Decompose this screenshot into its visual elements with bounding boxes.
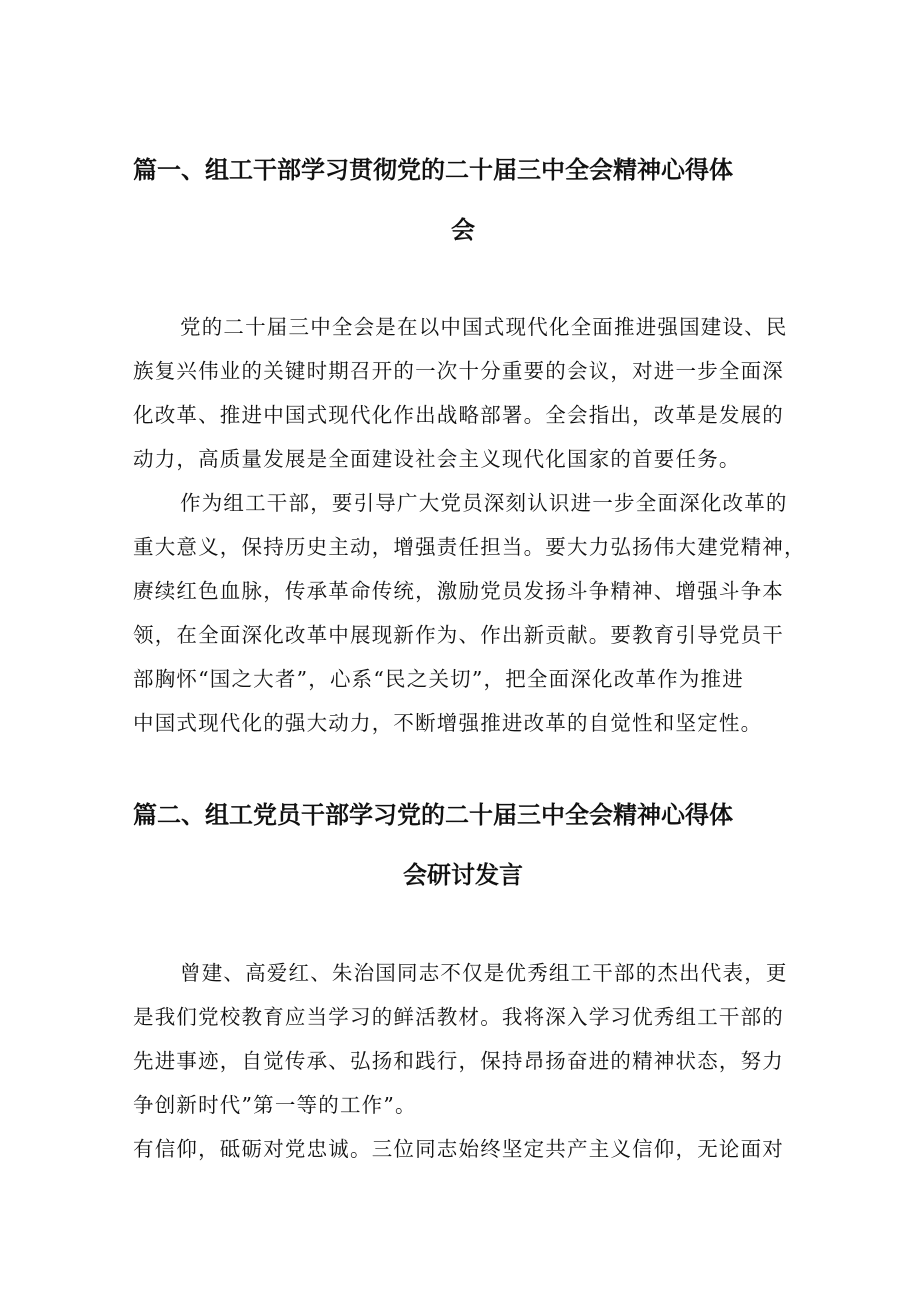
section2-title: 篇二、组工党员干部学习党的二十届三中全会精神心得体: [133, 801, 733, 829]
paragraph-line: 先进事迹，自觉传承、弘扬和践行，保持昂扬奋进的精神状态，努力: [133, 1049, 784, 1073]
paragraph-line: 部胸怀“国之大者”，心系“民之关切”，把全面深化改革作为推进: [133, 667, 744, 691]
paragraph-line: 领，在全面深化改革中展现新作为、作出新贡献。要教育引导党员干: [133, 623, 784, 647]
paragraph-line: 是我们党校教育应当学习的鲜活教材。我将深入学习优秀组工干部的: [133, 1005, 784, 1029]
paragraph-line: 赓续红色血脉，传承革命传统，激励党员发扬斗争精神、增强斗争本: [133, 579, 784, 603]
paragraph-line: 党的二十届三中全会是在以中国式现代化全面推进强国建设、民: [180, 315, 788, 339]
paragraph-line: 中国式现代化的强大动力，不断增强推进改革的自觉性和坚定性。: [133, 711, 763, 735]
paragraph-line: 化改革、推进中国式现代化作出战略部署。全会指出，改革是发展的: [133, 403, 784, 427]
paragraph-line: 作为组工干部，要引导广大党员深刻认识进一步全面深化改革的: [180, 491, 788, 515]
paragraph-line: 有信仰，砥砺对党忠诚。三位同志始终坚定共产主义信仰，无论面对: [133, 1137, 784, 1161]
section2-title-continuation: 会研讨发言: [403, 861, 523, 889]
paragraph-line: 动力，高质量发展是全面建设社会主义现代化国家的首要任务。: [133, 447, 741, 471]
paragraph-line: 族复兴伟业的关键时期召开的一次十分重要的会议，对进一步全面深: [133, 359, 784, 383]
paragraph-line: 重大意义，保持历史主动，增强责任担当。要大力弘扬伟大建党精神，: [133, 535, 806, 559]
paragraph-line: 曾建、高爱红、朱治国同志不仅是优秀组工干部的杰出代表，更: [180, 961, 788, 985]
paragraph-line: 争创新时代”第一等的工作”。: [133, 1093, 417, 1117]
section1-title-continuation: 会: [451, 216, 475, 244]
section1-title: 篇一、组工干部学习贯彻党的二十届三中全会精神心得体: [133, 156, 733, 184]
